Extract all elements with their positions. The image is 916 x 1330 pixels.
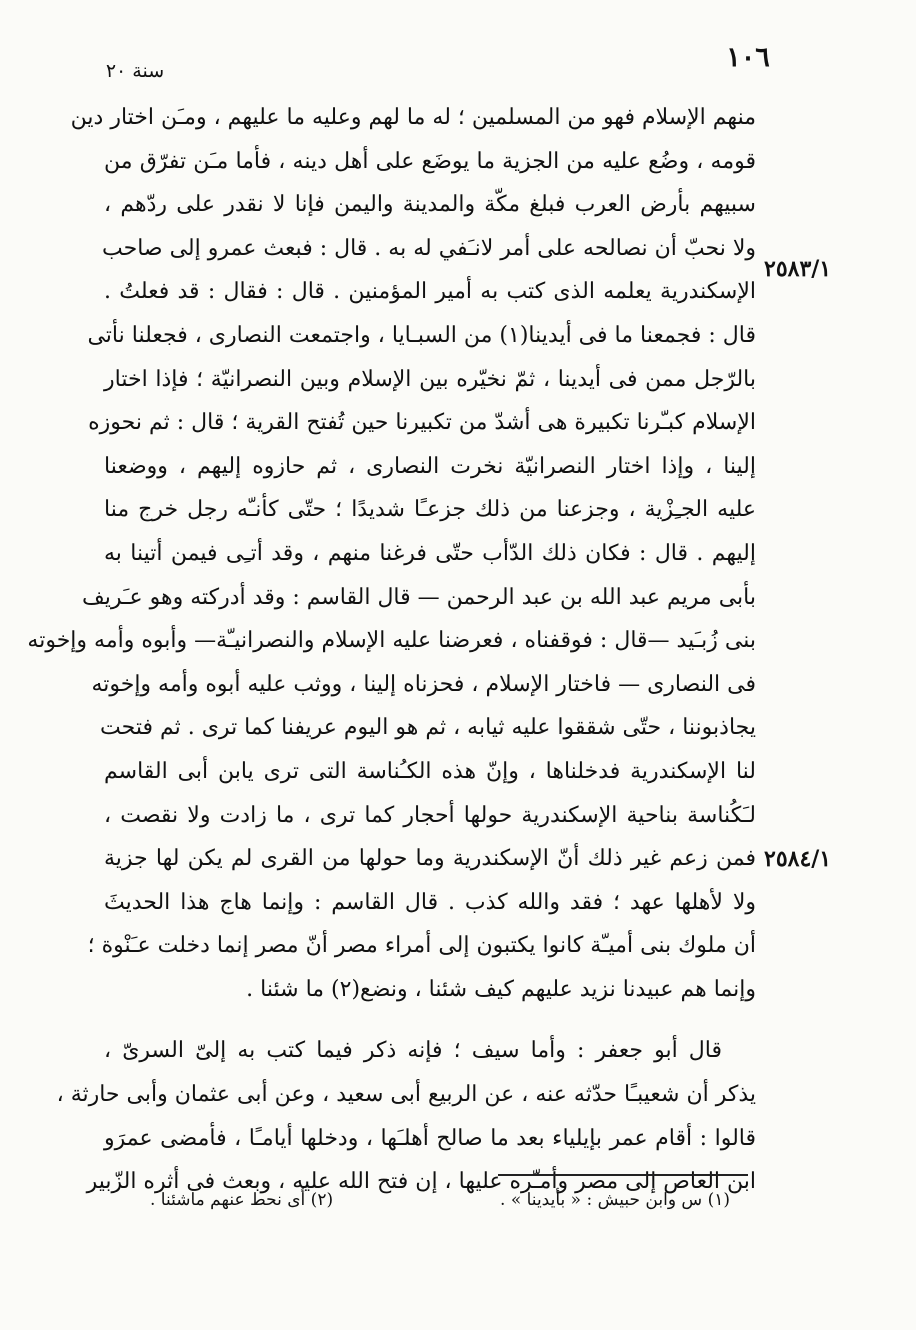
page-number: ١٠٦	[726, 42, 770, 73]
text-line: بنى زُبـَيد —قال : فوقفناه ، فعرضنا عليه الإسلام والنصرانيـّة— وأبوه وأمه وإخوته	[27, 628, 756, 654]
margin-reference: ٢٥٨٣/١	[764, 256, 832, 282]
text-line: قال أبو جعفر : وأما سيف ؛ فإنه ذكر فيما كتب به إلىّ السرىّ ،	[104, 1038, 722, 1064]
text-line: منهم الإسلام فهو من المسلمين ؛ له ما لهم وعليه ما عليهم ، ومـَن اختار دين	[70, 105, 756, 130]
text-line: ولا لأهلها عهد ؛ فقد والله كذب . قال القاسم : وإنما هاج هذا الحديثَ	[104, 889, 756, 915]
text-line: قال : فجمعنا ما فى أيدينا(١) من السبـايا ، واجتمعت النصارى ، فجعلنا نأتى	[87, 322, 756, 348]
text-line: يذكر أن شعيبـًا حدّثه عنه ، عن الربيع أبى سعيد ، وعن أبى عثمان وأبى حارثة ،	[56, 1082, 756, 1108]
text-line: إليهم . قال : فكان ذلك الدّأب حتّى فرغنا منهم ، وقد أتـِى فيمن أتينا به	[104, 540, 756, 566]
footnote-2: (٢) أى نحط عنهم ماشئنا .	[150, 1190, 334, 1210]
footnote-1: (١) س وابن حبيش : « بأيدينا » .	[500, 1190, 730, 1210]
footnote-rule	[498, 1174, 748, 1176]
text-line: قومه ، وضُع عليه من الجزية ما يوضَع على أهل دينه ، فأما مـَن تفرّق من	[104, 148, 756, 174]
text-line: ولا نحبّ أن نصالحه على أمر لانـَفي له به . قال : فبعث عمرو إلى صاحب	[102, 235, 756, 261]
text-line: فمن زعم غير ذلك أنّ الإسكندرية وما حولها من القرى لم يكن لها جزية	[104, 846, 756, 872]
margin-reference: ٢٥٨٤/١	[764, 846, 832, 872]
text-line: قالوا : أقام عمر بإيلياء بعد ما صالح أهلـَها ، ودخلها أيامـًا ، فأمضى عمرَو	[104, 1125, 756, 1151]
text-line: الإسلام كبـّرنا تكبيرة هى أشدّ من تكبيرنا حين تُفتح القرية ؛ قال : ثم نحوزه	[88, 410, 756, 436]
text-line: بالرّجل ممن فى أيدينا ، ثمّ نخيّره بين الإسلام وبين النصرانيّة ؛ فإذا اختار	[104, 366, 756, 392]
paragraph-gap	[104, 1011, 756, 1029]
text-line: وإنما هم عبيدنا نزيد عليهم كيف شئنا ، ونضع(٢) ما شئنا .	[246, 976, 756, 1002]
text-line: إلينا ، وإذا اختار النصرانيّة نخرت النصارى ، ثم حازوه إليهم ، ووضعنا	[104, 453, 756, 479]
text-line: أن ملوك بنى أميـّة كانوا يكتبون إلى أمراء مصر أنّ مصر إنما دخلت عـَنْوة ؛	[87, 933, 756, 959]
text-line: الإسكندرية يعلمه الذى كتب به أمير المؤمنين . قال : فقال : قد فعلتُ .	[104, 279, 756, 305]
main-text	[27, 96, 756, 1204]
text-line: عليه الجـِزْية ، وجزعنا من ذلك جزعـًا شديدًا ؛ حتّى كأنـّه رجل خرج منا	[104, 497, 756, 523]
text-line: ابن العاص إلى مصر وأمـّره عليها ، إن فتح الله عليه ، وبعث فى أثره الزّبير	[86, 1169, 756, 1195]
text-line: بأبى مريم عبد الله بن عبد الرحمن — قال القاسم : وقد أدركته وهو عـَريف	[82, 584, 756, 610]
running-header-year: سنة ٢٠	[105, 60, 165, 82]
text-line: يجاذبوننا ، حتّى شققوا عليه ثيابه ، ثم هو اليوم عريفنا كما ترى . ثم فتحت	[100, 715, 756, 741]
text-line: لـَكُناسة بناحية الإسكندرية حولها أحجار كما ترى ، ما زادت ولا نقصت ،	[104, 802, 756, 828]
text-line: لنا الإسكندرية فدخلناها ، وإنّ هذه الكـُناسة التى ترى يابن أبى القاسم	[104, 758, 756, 784]
text-line: سبيهم بأرض العرب فبلغ مكّة والمدينة واليمن فإنا لا نقدر على ردّهم ،	[104, 192, 756, 218]
text-line: فى النصارى — فاختار الإسلام ، فحزناه إلينا ، ووثب عليه أبوه وأمه وإخوته	[91, 671, 756, 697]
